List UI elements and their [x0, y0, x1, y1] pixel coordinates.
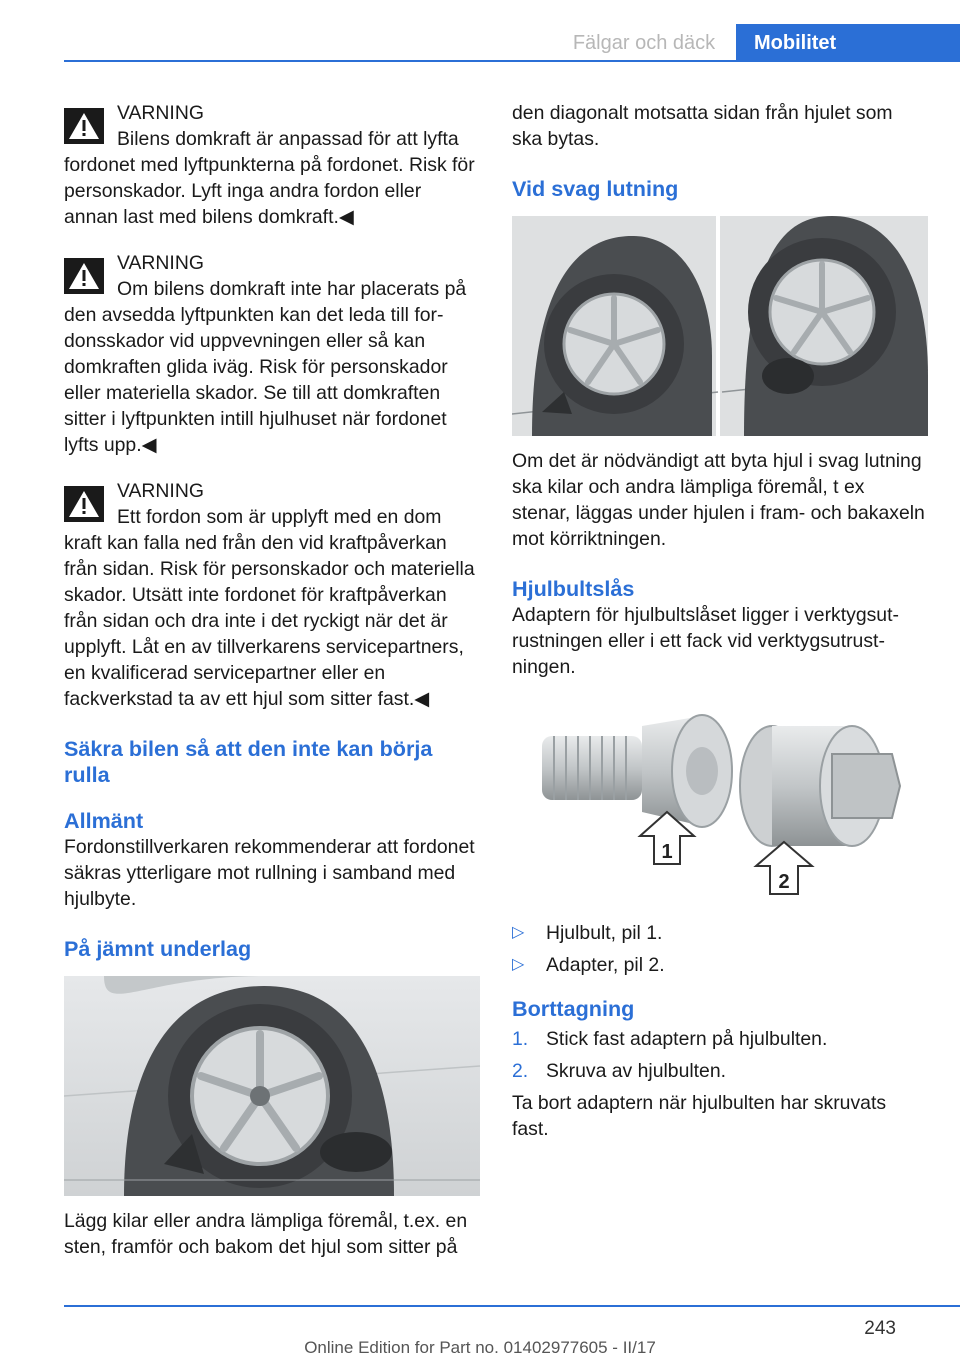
list-item	[512, 952, 928, 978]
warning-block	[64, 478, 480, 712]
flat-ground-illustration	[64, 976, 480, 1196]
step-number: 2.	[512, 1060, 529, 1082]
warning-text: kraft kan falla ned från den vid kraftpåverkan från sidan. Risk för personskador och materiella skador. Utsätt inte fordonet för kraftpåverkan från sidan och dra inte i det ryckigt när det är upplyft. Låt en av tillverkarens servicepartners, en kvalificerad servicepartner eller en fackverkstad ta av ett hjul som sitter fast.◀	[64, 532, 475, 710]
lock-text: Adaptern för hjulbultslåset ligger i verktygsutrustningen eller i ett fack vid verktygsutrustningen.	[512, 604, 899, 678]
triangle-bullet-icon: ▷	[512, 924, 525, 941]
tab-falgar-och-dack[interactable]: Fälgar och däck	[572, 31, 716, 54]
warning-title: VARNING	[117, 102, 204, 124]
list-item	[512, 1026, 928, 1052]
lock-heading: Hjulbultslås	[512, 576, 635, 601]
step-text: Skruva av hjulbulten.	[546, 1060, 727, 1082]
warning-icon	[64, 486, 104, 522]
list-item-text: Adapter, pil 2.	[546, 954, 665, 976]
parts-list	[512, 920, 928, 978]
right-column	[512, 100, 928, 1142]
header-rule	[64, 60, 960, 62]
slope-heading: Vid svag lutning	[512, 176, 679, 201]
sub-heading: Allmänt	[64, 808, 144, 833]
arrow-2-label: 2	[778, 871, 790, 893]
continuation-text: den diagonalt motsatta sidan från hjulet som ska bytas.	[512, 102, 893, 150]
slope-wheels-illustration	[512, 216, 928, 436]
list-item	[512, 920, 928, 946]
section-heading: Säkra bilen så att den inte kan börja rulla	[64, 736, 433, 787]
warning-icon	[64, 108, 104, 144]
slope-illustration	[512, 216, 928, 436]
page-number: 243	[864, 1318, 896, 1339]
warning-title: VARNING	[117, 252, 204, 274]
list-item-text: Hjulbult, pil 1.	[546, 922, 663, 944]
warning-text: fordonet med lyftpunkterna på fordonet. Risk för personskador. Lyft inga andra fordon eller annan last med bilens domkraft.◀	[64, 154, 475, 228]
tab-mobilitet[interactable]: Mobilitet	[736, 24, 960, 62]
footer-rule	[64, 1305, 960, 1307]
bolt-adapter-illustration	[512, 696, 928, 906]
step-number: 1.	[512, 1028, 529, 1050]
warning-text: Bilens domkraft är anpassad för att lyfta	[117, 128, 459, 150]
warning-icon	[64, 258, 104, 294]
warning-block	[64, 250, 480, 458]
warning-text: Ett fordon som är upplyft med en dom	[117, 506, 442, 528]
edition-footer: Online Edition for Part no. 01402977605 - II/17	[304, 1338, 656, 1357]
flat-ground-heading: På jämnt underlag	[64, 936, 252, 961]
warning-block	[64, 100, 480, 230]
warning-text: den avsedda lyftpunkten kan det leda till fordonsskador vid uppvevningen eller så kan domkraften glida iväg. Risk för personskador eller materiella skador. Se till att domkraften sitter i lyftpunkten intill hjulhuset när fordonet lyfts upp.◀	[64, 304, 448, 456]
arrow-1-label: 1	[661, 841, 673, 863]
left-column	[64, 100, 480, 1260]
warning-title: VARNING	[117, 480, 204, 502]
wheel-chock-illustration	[64, 976, 480, 1196]
flat-ground-caption: Lägg kilar eller andra lämpliga föremål, t.ex. en sten, framför och bakom det hjul som sitter på	[64, 1210, 468, 1258]
removal-steps	[512, 1026, 928, 1084]
removal-text: Ta bort adaptern när hjulbulten har skruvats fast.	[512, 1092, 887, 1140]
general-text: Fordonstillverkaren rekommenderar att fordonet säkras ytterligare mot rullning i samband med hjulbyte.	[64, 836, 475, 910]
warning-text: Om bilens domkraft inte har placerats på	[117, 278, 467, 300]
step-text: Stick fast adaptern på hjulbulten.	[546, 1028, 828, 1050]
removal-heading: Borttagning	[512, 996, 635, 1021]
slope-caption: Om det är nödvändigt att byta hjul i svag lutning ska kilar och andra lämpliga föremål, t ex stenar, läggas under hjulen i fram- och bakaxeln mot körriktningen.	[512, 450, 925, 550]
lock-illustration	[512, 696, 928, 906]
triangle-bullet-icon: ▷	[512, 956, 525, 973]
list-item	[512, 1058, 928, 1084]
